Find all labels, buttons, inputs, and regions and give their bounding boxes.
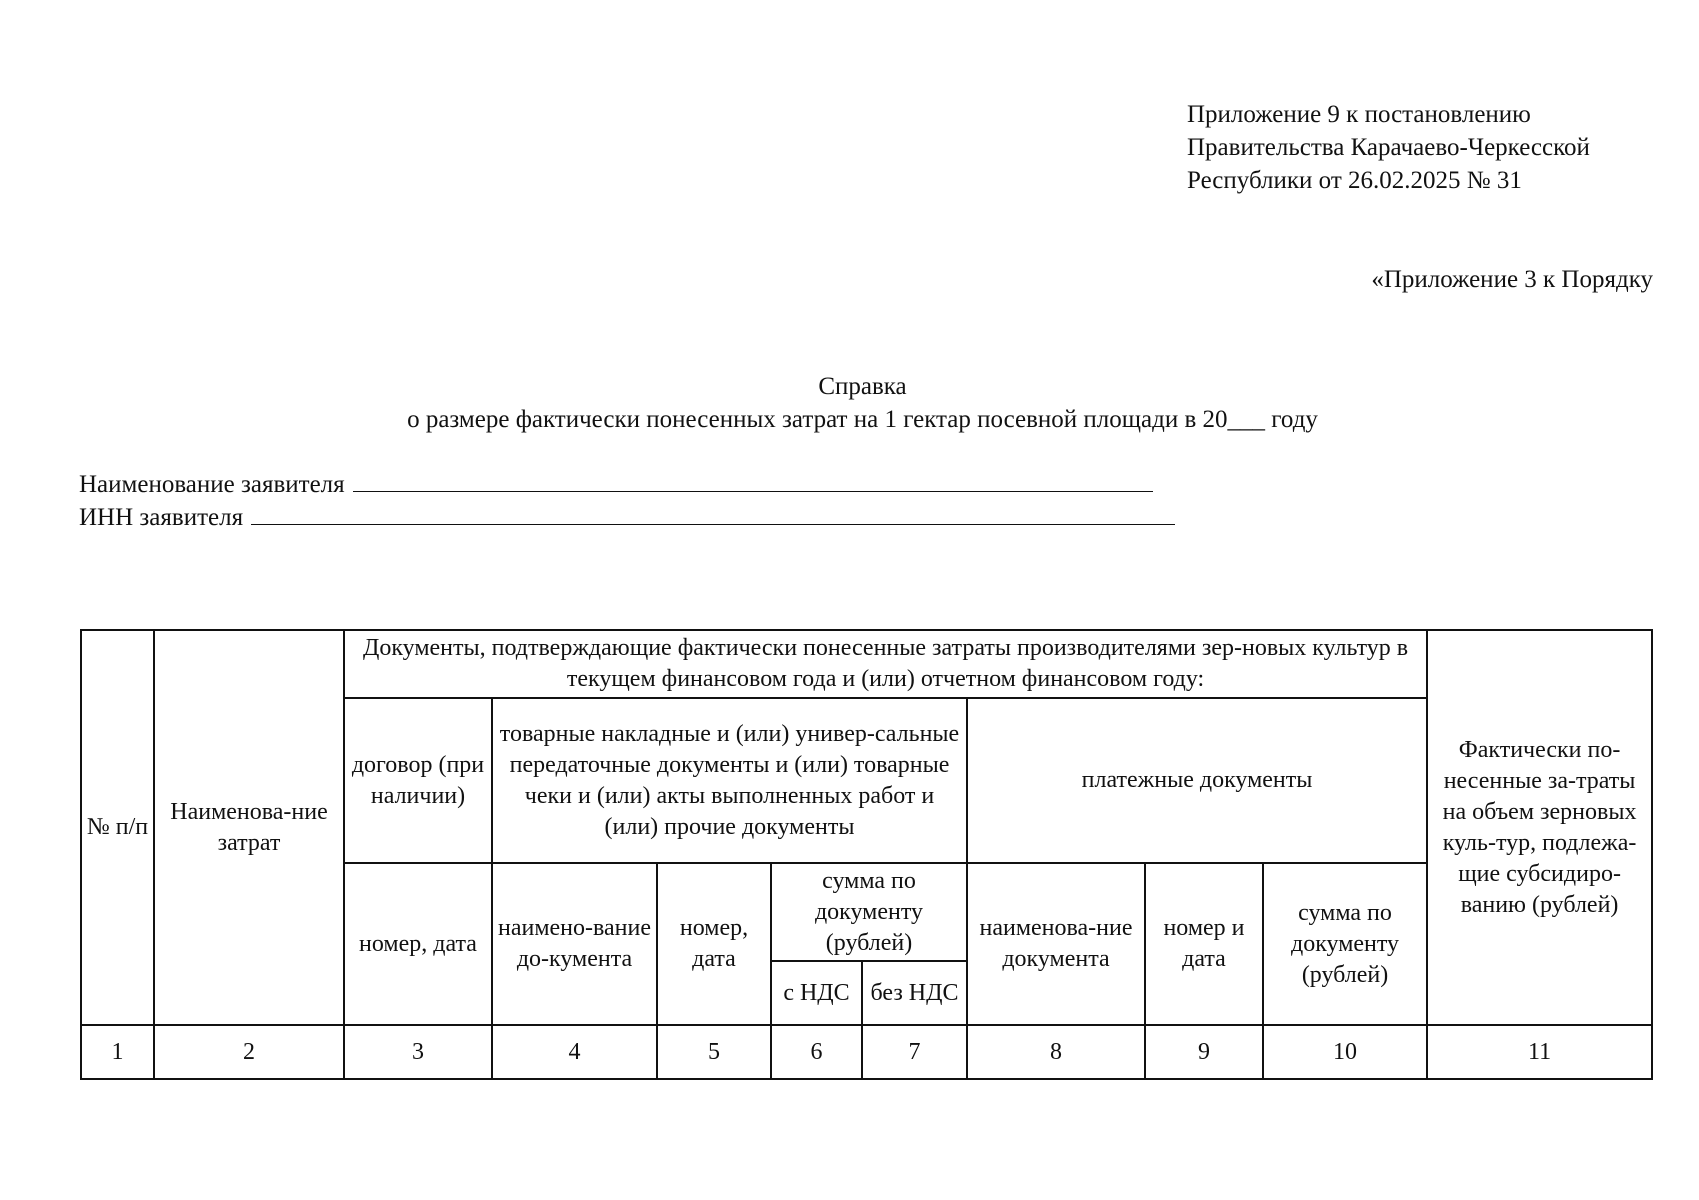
header-payment-doc-name: наименова-ние документа bbox=[967, 863, 1145, 1025]
column-number: 2 bbox=[154, 1025, 344, 1079]
column-number: 1 bbox=[81, 1025, 154, 1079]
header-actual-costs: Фактически по-несенные за-траты на объем зерновых куль-тур, подлежа-щие субсидиро-ванию (рублей) bbox=[1427, 630, 1652, 1025]
header-cost-name: Наименова-ние затрат bbox=[154, 630, 344, 1025]
column-number: 7 bbox=[862, 1025, 967, 1079]
header-number: № п/п bbox=[81, 630, 154, 1025]
applicant-name-row bbox=[79, 468, 1175, 501]
applicant-fields bbox=[79, 468, 1175, 534]
column-number: 5 bbox=[657, 1025, 771, 1079]
header-invoice-number-date: номер, дата bbox=[657, 863, 771, 1025]
column-number-row bbox=[81, 1025, 1652, 1079]
appendix-reference bbox=[1187, 98, 1590, 197]
column-number: 3 bbox=[344, 1025, 492, 1079]
column-number: 10 bbox=[1263, 1025, 1427, 1079]
applicant-inn-label: ИНН заявителя bbox=[79, 504, 244, 531]
applicant-name-field[interactable] bbox=[353, 469, 1153, 492]
column-number: 4 bbox=[492, 1025, 657, 1079]
header-without-vat: без НДС bbox=[862, 961, 967, 1025]
costs-table bbox=[80, 629, 1653, 1080]
header-payment-sum: сумма по документу (рублей) bbox=[1263, 863, 1427, 1025]
header-invoice-doc-name: наимено-вание до-кумента bbox=[492, 863, 657, 1025]
document-title bbox=[0, 370, 1699, 436]
appendix-line: Республики от 26.02.2025 № 31 bbox=[1187, 167, 1522, 194]
title-subheading: о размере фактически понесенных затрат на 1 гектар посевной площади в 20___ году bbox=[407, 406, 1318, 433]
header-payment-documents: платежные документы bbox=[967, 698, 1427, 863]
column-number: 8 bbox=[967, 1025, 1145, 1079]
title-heading: Справка bbox=[818, 373, 907, 400]
header-documents-group: Документы, подтверждающие фактически понесенные затраты производителями зер-новых культур в текущем финансовом года и (или) отчетном финансовом году: bbox=[344, 630, 1427, 698]
column-number: 6 bbox=[771, 1025, 862, 1079]
header-contract: договор (при наличии) bbox=[344, 698, 492, 863]
column-number: 11 bbox=[1427, 1025, 1652, 1079]
header-contract-number-date: номер, дата bbox=[344, 863, 492, 1025]
header-with-vat: с НДС bbox=[771, 961, 862, 1025]
order-reference: «Приложение 3 к Порядку bbox=[1371, 266, 1653, 293]
header-payment-number-date: номер и дата bbox=[1145, 863, 1263, 1025]
applicant-inn-field[interactable] bbox=[251, 502, 1175, 525]
appendix-line: Приложение 9 к постановлению bbox=[1187, 101, 1531, 128]
appendix-line: Правительства Карачаево-Черкесской bbox=[1187, 134, 1590, 161]
applicant-inn-row bbox=[79, 501, 1175, 534]
column-number: 9 bbox=[1145, 1025, 1263, 1079]
header-invoice-sum: сумма по документу (рублей) bbox=[771, 863, 967, 961]
header-invoices: товарные накладные и (или) универ-сальные передаточные документы и (или) товарные чеки и (или) акты выполненных работ и (или) прочие документы bbox=[492, 698, 967, 863]
applicant-name-label: Наименование заявителя bbox=[79, 471, 345, 498]
